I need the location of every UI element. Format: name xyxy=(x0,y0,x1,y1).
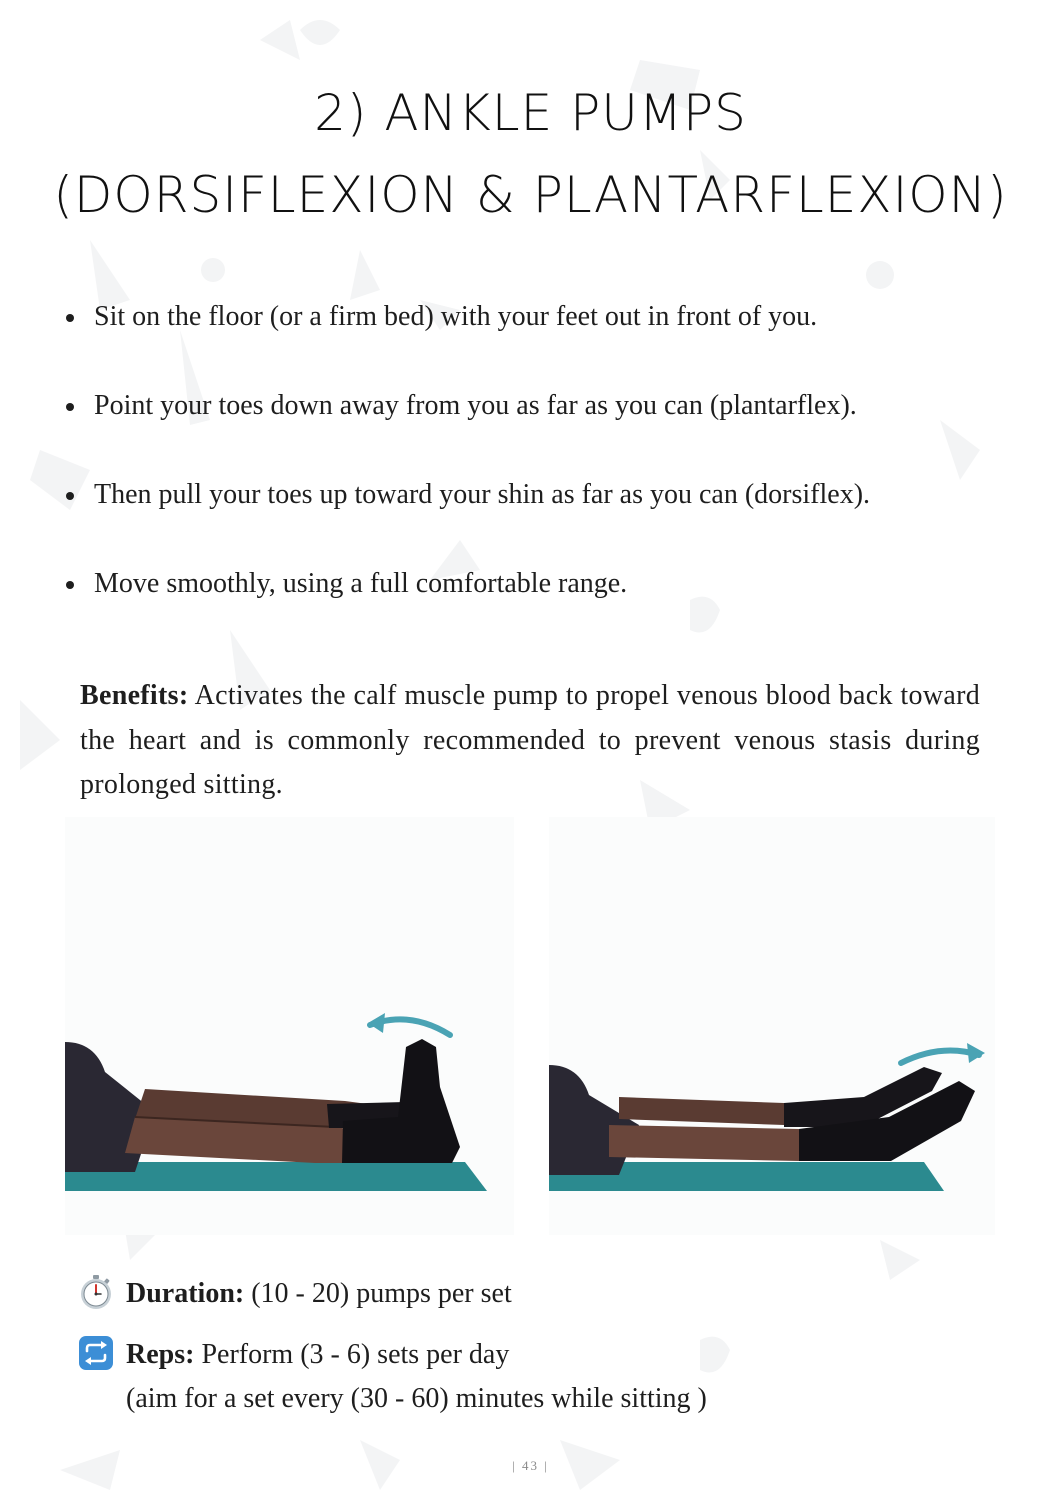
benefits-text: Activates the calf muscle pump to propel venous blood back toward the heart and is commonly recommended to prevent venous stasis during prolonged sitting. xyxy=(80,680,980,800)
page-number: 43 xyxy=(522,1458,539,1473)
list-item: Sit on the floor (or a firm bed) with your feet out in front of you. xyxy=(60,290,1020,344)
page-number-footer xyxy=(0,1458,1061,1474)
dorsiflexion-photo xyxy=(65,817,514,1235)
list-item: Move smoothly, using a full comfortable range. xyxy=(60,557,1020,611)
footer-divider-left: | xyxy=(512,1458,517,1473)
reps-note: (aim for a set every (30 - 60) minutes while sitting ) xyxy=(126,1383,707,1414)
repeat-icon xyxy=(78,1335,114,1371)
list-item: Point your toes down away from you as far as you can (plantarflex). xyxy=(60,379,1020,433)
benefits-label: Benefits: xyxy=(80,680,189,711)
duration-value: (10 - 20) pumps per set xyxy=(244,1278,512,1309)
page-title xyxy=(0,72,1061,236)
title-line-1: 2) ANKLE PUMPS xyxy=(314,84,747,142)
footer-divider-right: | xyxy=(544,1458,549,1473)
duration-label: Duration: xyxy=(126,1278,245,1309)
title-line-2: (DORSIFLEXION & PLANTARFLEXION) xyxy=(53,166,1008,224)
reps-value: Perform (3 - 6) sets per day xyxy=(194,1339,510,1370)
list-item: Then pull your toes up toward your shin as far as you can (dorsiflex). xyxy=(60,468,1020,522)
reps-label: Reps: xyxy=(126,1339,195,1370)
plantarflexion-photo xyxy=(549,817,995,1235)
stopwatch-icon xyxy=(78,1274,114,1310)
benefits-paragraph xyxy=(80,674,980,808)
steps-list xyxy=(60,290,1020,646)
reps-text xyxy=(126,1333,509,1377)
duration-text xyxy=(126,1272,512,1316)
